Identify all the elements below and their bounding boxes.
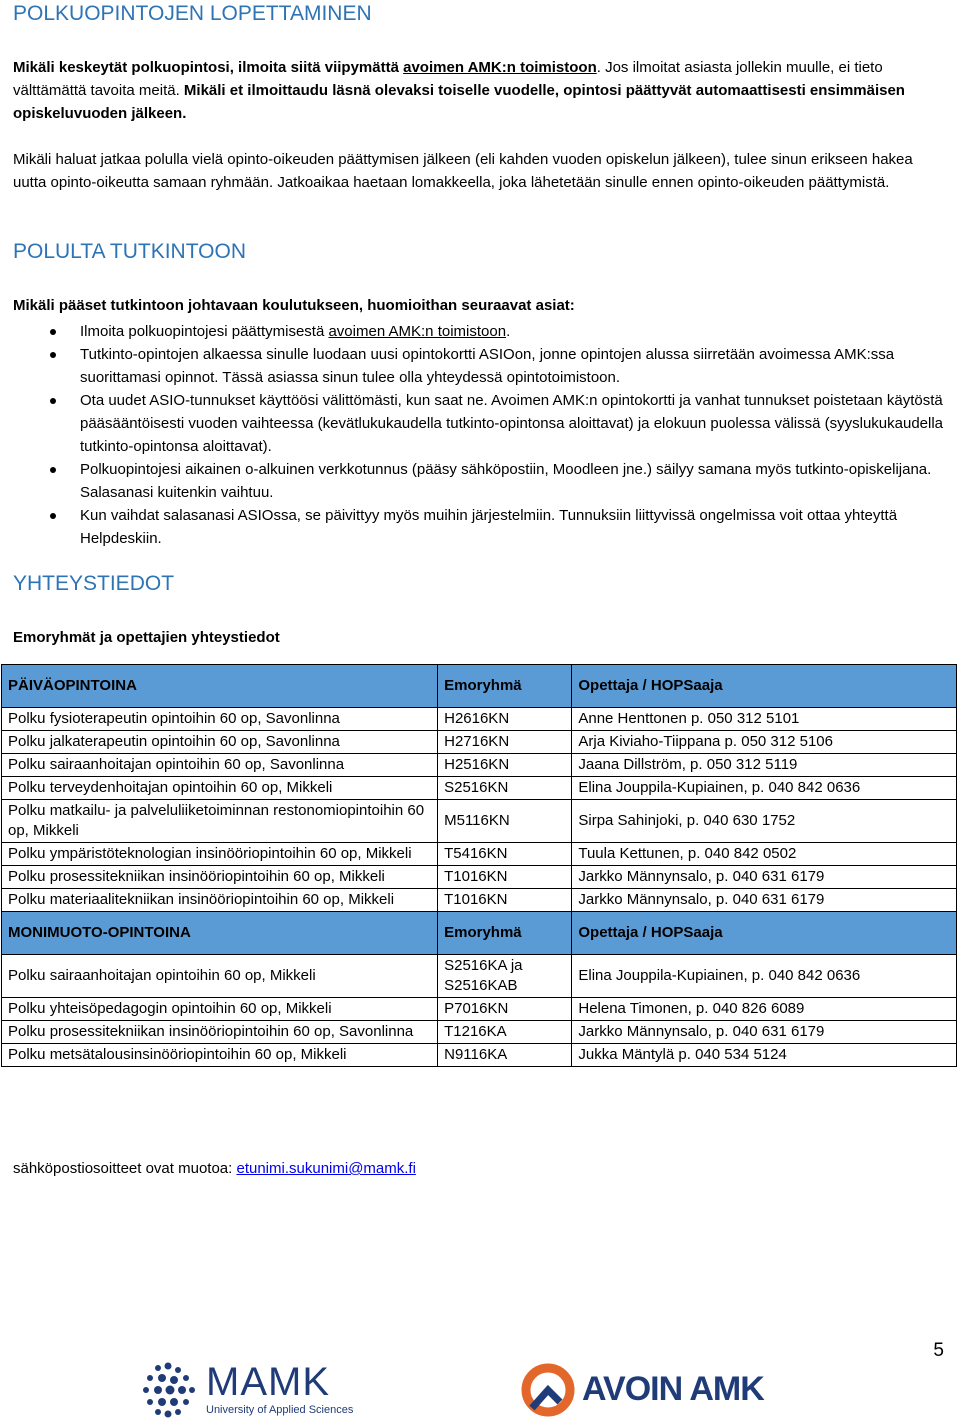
bullet-icon [50,467,56,473]
table-cell: T1016KN [438,866,572,889]
paragraph-extension [13,148,948,194]
bullet-icon [50,398,56,404]
bullet-list [13,320,948,550]
table-header-row [2,665,957,708]
text: Mikäli keskeytät polkuopintosi, ilmoita siitä viipymättä [13,59,404,76]
table-row [2,1044,957,1067]
table-cell: T1016KN [438,889,572,912]
text: Mikäli pääset tutkintoon johtavaan koulutukseen, huomioithan seuraavat asiat: [13,297,575,314]
table-cell: Polku matkailu- ja palveluliiketoiminnan restonomiopintoihin 60 op, Mikkeli [2,800,438,843]
table-cell: Elina Jouppila-Kupiainen, p. 040 842 0636 [572,955,957,998]
table-cell: Polku metsätalousinsinööriopintoihin 60 op, Mikkeli [2,1044,438,1067]
email-note [13,1160,416,1177]
text: Mikäli haluat jatkaa polulla vielä opinto-oikeuden päättymisen jälkeen (eli kahden vuoden opiskelun jälkeen), tulee sinun erikseen hakea uutta opinto-oikeutta samaan ryhmään. Jatkoaikaa haetaan lomakkeella, joka lähetetään sinulle ennen opinto-oikeuden päättymistä. [13,151,913,191]
office-link[interactable]: avoimen AMK:n toimistoon [403,59,597,76]
table-cell: P7016KN [438,998,572,1021]
section-heading-contacts: YHTEYSTIEDOT [13,572,175,595]
table-cell: Sirpa Sahinjoki, p. 040 630 1752 [572,800,957,843]
table-row [2,777,957,800]
text: sähköpostiosoitteet ovat muotoa: [13,1160,237,1177]
contacts-subheading [13,626,948,649]
contacts-table [1,664,957,1067]
table-cell: Jukka Mäntylä p. 040 534 5124 [572,1044,957,1067]
table-cell: H2516KN [438,754,572,777]
paragraph-degree-intro [13,294,948,317]
table-cell: Jarkko Männynsalo, p. 040 631 6179 [572,866,957,889]
list-item [13,389,948,458]
table-row [2,889,957,912]
email-link[interactable]: etunimi.sukunimi@mamk.fi [236,1160,416,1177]
table-cell: Tuula Kettunen, p. 040 842 0502 [572,843,957,866]
table-header-cell: MONIMUOTO-OPINTOINA [2,912,438,955]
table-cell: Polku sairaanhoitajan opintoihin 60 op, Savonlinna [2,754,438,777]
table-cell: Jarkko Männynsalo, p. 040 631 6179 [572,889,957,912]
table-row [2,800,957,843]
mamk-logo-text: MAMK [206,1360,330,1404]
table-cell: H2716KN [438,731,572,754]
text: . [506,323,511,340]
table-header-row [2,912,957,955]
text: Polkuopintojesi aikainen o-alkuinen verkkotunnus (pääsy sähköpostiin, Moodleen jne.) säilyy samana myös tutkinto-opiskelijana. Salasanasi kuitenkin vaihtuu. [80,461,932,501]
table-cell: Elina Jouppila-Kupiainen, p. 040 842 0636 [572,777,957,800]
table-cell: Polku materiaalitekniikan insinööriopintoihin 60 op, Mikkeli [2,889,438,912]
text: . Jos ilmoitat asiasta jollekin muulle, ei tieto välttämättä tavoita meitä. [13,59,883,99]
table-cell: T1216KA [438,1021,572,1044]
table-cell: S2516KN [438,777,572,800]
table-cell: Jaana Dillström, p. 050 312 5119 [572,754,957,777]
table-cell: M5116KN [438,800,572,843]
list-item [13,320,948,343]
list-item [13,458,948,504]
table-cell: Arja Kiviaho-Tiippana p. 050 312 5106 [572,731,957,754]
text: Kun vaihdat salasanasi ASIOssa, se päivittyy myös muihin järjestelmiin. Tunnuksiin liittyvissä ongelmissa voit ottaa yhteyttä Helpdeskiin. [80,507,898,547]
table-cell: T5416KN [438,843,572,866]
table-row [2,1021,957,1044]
table-cell: Polku sairaanhoitajan opintoihin 60 op, Mikkeli [2,955,438,998]
table-row [2,955,957,998]
avoin-amk-logo [520,1362,790,1418]
list-item [13,343,948,389]
table-row [2,731,957,754]
table-cell: Polku jalkaterapeutin opintoihin 60 op, Savonlinna [2,731,438,754]
table-row [2,998,957,1021]
bullet-icon [50,352,56,358]
table-cell: Polku fysioterapeutin opintoihin 60 op, Savonlinna [2,708,438,731]
table-header-cell: Emoryhmä [438,665,572,708]
table-cell: Polku prosessitekniikan insinööriopintoihin 60 op, Mikkeli [2,866,438,889]
office-link[interactable]: avoimen AMK:n toimistoon [328,323,507,340]
section-heading-ending: POLKUOPINTOJEN LOPETTAMINEN [13,2,372,25]
table-row [2,708,957,731]
table-row [2,866,957,889]
table-cell: N9116KA [438,1044,572,1067]
table-row [2,843,957,866]
table-header-cell: Opettaja / HOPSaaja [572,912,957,955]
table-cell: Helena Timonen, p. 040 826 6089 [572,998,957,1021]
avoin-logo-text: AVOIN AMK [582,1370,764,1408]
table-cell: Polku ympäristöteknologian insinööriopintoihin 60 op, Mikkeli [2,843,438,866]
table-cell: Polku terveydenhoitajan opintoihin 60 op, Mikkeli [2,777,438,800]
text: Ilmoita polkuopintojesi päättymisestä [80,323,329,340]
table-header-cell: Emoryhmä [438,912,572,955]
text: Tutkinto-opintojen alkaessa sinulle luodaan uusi opintokortti ASIOon, jonne opintojen alussa siirretään avoimessa AMK:ssa suorittamasi opinnot. Tässä asiassa sinun tulee olla yhteydessä opintotoimistoon. [80,346,895,386]
text: Mikäli et ilmoittaudu läsnä olevaksi toiselle vuodelle, opintosi päättyvät automaattisesti ensimmäisen opiskeluvuoden jälkeen. [13,82,905,122]
table-cell: Anne Henttonen p. 050 312 5101 [572,708,957,731]
mamk-logo-subtitle: University of Applied Sciences [206,1404,354,1416]
table-cell: Polku yhteisöpedagogin opintoihin 60 op, Mikkeli [2,998,438,1021]
page-number: 5 [933,1340,944,1361]
text: Emoryhmät ja opettajien yhteystiedot [13,629,280,646]
mamk-logo [140,1358,390,1420]
avoin-circle-icon [520,1362,576,1418]
list-item [13,504,948,550]
table-cell: Jarkko Männynsalo, p. 040 631 6179 [572,1021,957,1044]
bullet-icon [50,329,56,335]
section-heading-degree: POLULTA TUTKINTOON [13,240,246,263]
table-cell: H2616KN [438,708,572,731]
text: Ota uudet ASIO-tunnukset käyttöösi välittömästi, kun saat ne. Avoimen AMK:n opintokortti ja vanhat tunnukset poistetaan käytöstä pääsääntöisesti vuoden vaihteessa (kevätlukukaudella tutkinto-opintonsa aloittavat) ja elokuun puolessa välissä (syyslukukaudella tutkinto-opintonsa aloittavat). [80,392,944,455]
bullet-icon [50,513,56,519]
table-cell: Polku prosessitekniikan insinööriopintoihin 60 op, Savonlinna [2,1021,438,1044]
table-header-cell: Opettaja / HOPSaaja [572,665,957,708]
table-cell: S2516KA ja S2516KAB [438,955,572,998]
paragraph-ending [13,56,948,125]
table-header-cell: PÄIVÄOPINTOINA [2,665,438,708]
table-row [2,754,957,777]
